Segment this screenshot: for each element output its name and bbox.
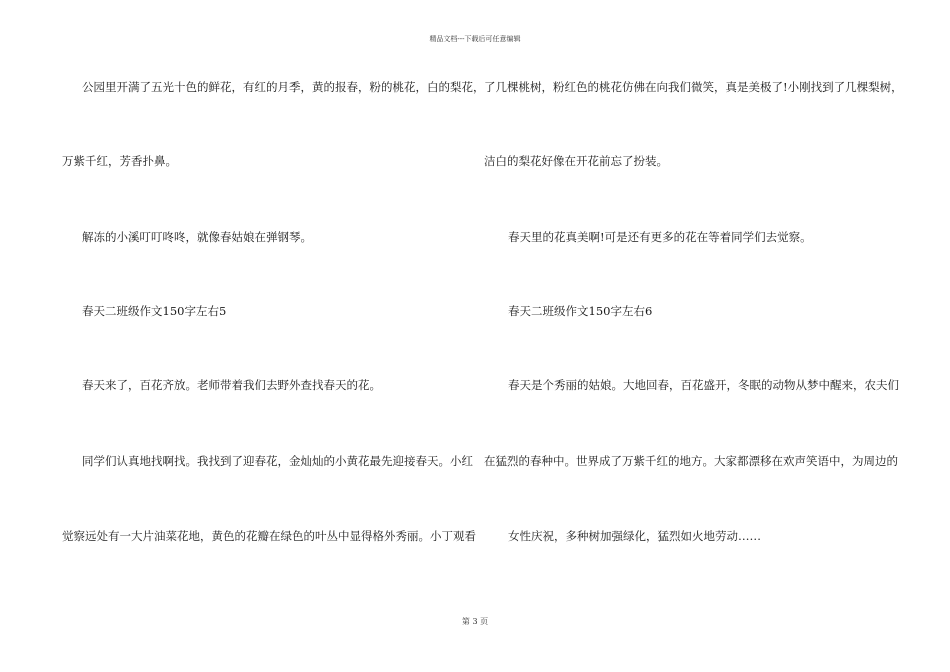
right-line-7: 女性庆祝，多种树加强绿化，猛烈如火地劳动…… bbox=[508, 529, 761, 543]
right-line-6: 在猛烈的春种中。世界成了万紫千红的地方。大家都漂移在欢声笑语中，为周边的 bbox=[484, 454, 898, 468]
right-line-2: 洁白的梨花好像在开花前忘了扮装。 bbox=[484, 154, 668, 168]
right-section-heading-6: 春天二班级作文150字左右6 bbox=[508, 304, 653, 318]
left-line-5: 春天来了，百花齐放。老师带着我们去野外查找春天的花。 bbox=[82, 378, 381, 392]
left-line-6: 同学们认真地找啊找。我找到了迎春花，金灿灿的小黄花最先迎接春天。小红 bbox=[82, 454, 473, 468]
right-line-5: 春天是个秀丽的姑娘。大地回春，百花盛开，冬眠的动物从梦中醒来，农夫们 bbox=[508, 378, 899, 392]
right-line-3: 春天里的花真美啊!可是还有更多的花在等着同学们去觉察。 bbox=[508, 230, 812, 244]
page-header: 精品文档---下载后可任意编辑 bbox=[429, 35, 521, 43]
left-section-heading-5: 春天二班级作文150字左右5 bbox=[82, 304, 227, 318]
left-line-7: 觉察远处有一大片油菜花地，黄色的花瓣在绿色的叶丛中显得格外秀丽。小丁观看 bbox=[62, 529, 476, 543]
left-line-2: 万紫千红，芳香扑鼻。 bbox=[62, 154, 177, 168]
right-line-1: 了几棵桃树，粉红色的桃花仿佛在向我们微笑，真是美极了!小刚找到了几棵梨树， bbox=[484, 80, 903, 94]
page-footer: 第 3 页 bbox=[461, 617, 489, 626]
left-line-1: 公园里开满了五光十色的鲜花，有红的月季，黄的报春，粉的桃花，白的梨花， bbox=[82, 80, 485, 94]
left-line-3: 解冻的小溪叮叮咚咚，就像春姑娘在弹钢琴。 bbox=[82, 230, 312, 244]
